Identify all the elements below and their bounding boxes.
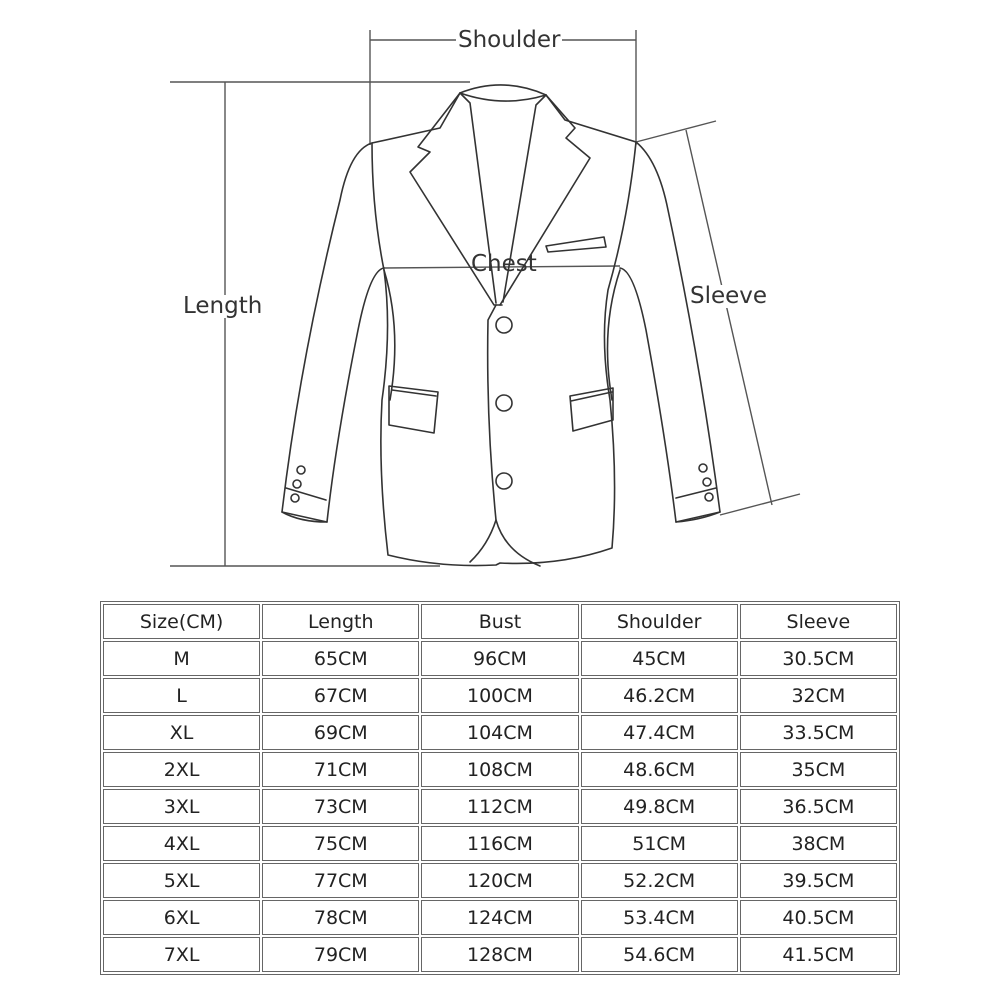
cell-length: 75CM: [262, 826, 419, 861]
length-label: Length: [183, 293, 263, 319]
cell-sleeve: 40.5CM: [740, 900, 897, 935]
cell-shoulder: 45CM: [581, 641, 738, 676]
cell-bust: 104CM: [421, 715, 578, 750]
header-sleeve: Sleeve: [740, 604, 897, 639]
cell-shoulder: 49.8CM: [581, 789, 738, 824]
cell-bust: 116CM: [421, 826, 578, 861]
table-row: [103, 678, 897, 713]
cell-length: 69CM: [262, 715, 419, 750]
header-shoulder: Shoulder: [581, 604, 738, 639]
header-bust: Bust: [421, 604, 578, 639]
jacket-button-top: [496, 317, 512, 333]
cell-size: M: [103, 641, 260, 676]
table-header-row: [103, 604, 897, 639]
cell-shoulder: 54.6CM: [581, 937, 738, 972]
cell-length: 78CM: [262, 900, 419, 935]
cell-sleeve: 39.5CM: [740, 863, 897, 898]
cell-length: 77CM: [262, 863, 419, 898]
shoulder-label: Shoulder: [458, 27, 561, 53]
cell-size: 5XL: [103, 863, 260, 898]
cell-length: 67CM: [262, 678, 419, 713]
jacket-button-middle: [496, 395, 512, 411]
cell-size: 7XL: [103, 937, 260, 972]
header-size: Size(CM): [103, 604, 260, 639]
cell-sleeve: 36.5CM: [740, 789, 897, 824]
table-row: [103, 641, 897, 676]
cell-size: XL: [103, 715, 260, 750]
jacket-button-bottom: [496, 473, 512, 489]
cell-size: L: [103, 678, 260, 713]
breast-pocket: [546, 237, 606, 252]
cell-bust: 112CM: [421, 789, 578, 824]
table-row: [103, 826, 897, 861]
cell-size: 6XL: [103, 900, 260, 935]
chest-label: Chest: [471, 251, 537, 277]
cell-sleeve: 41.5CM: [740, 937, 897, 972]
cell-length: 73CM: [262, 789, 419, 824]
table-row: [103, 900, 897, 935]
sleeve-label: Sleeve: [690, 283, 768, 309]
table-row: [103, 937, 897, 972]
cell-sleeve: 38CM: [740, 826, 897, 861]
cell-bust: 100CM: [421, 678, 578, 713]
cell-length: 71CM: [262, 752, 419, 787]
cell-shoulder: 48.6CM: [581, 752, 738, 787]
cell-shoulder: 46.2CM: [581, 678, 738, 713]
cell-size: 4XL: [103, 826, 260, 861]
cell-size: 3XL: [103, 789, 260, 824]
left-sleeve: [282, 143, 384, 522]
table-row: [103, 863, 897, 898]
right-flap-pocket: [570, 388, 613, 431]
cell-shoulder: 53.4CM: [581, 900, 738, 935]
cell-length: 65CM: [262, 641, 419, 676]
length-measure-line: [170, 82, 470, 566]
cell-bust: 128CM: [421, 937, 578, 972]
cell-bust: 124CM: [421, 900, 578, 935]
cell-sleeve: 30.5CM: [740, 641, 897, 676]
table-row: [103, 789, 897, 824]
cell-sleeve: 35CM: [740, 752, 897, 787]
left-flap-pocket: [389, 386, 438, 433]
table-row: [103, 752, 897, 787]
cell-bust: 120CM: [421, 863, 578, 898]
table-row: [103, 715, 897, 750]
size-chart-table: [100, 601, 900, 975]
cell-length: 79CM: [262, 937, 419, 972]
cell-sleeve: 33.5CM: [740, 715, 897, 750]
cell-shoulder: 52.2CM: [581, 863, 738, 898]
cell-sleeve: 32CM: [740, 678, 897, 713]
cell-bust: 96CM: [421, 641, 578, 676]
header-length: Length: [262, 604, 419, 639]
cell-size: 2XL: [103, 752, 260, 787]
cell-shoulder: 47.4CM: [581, 715, 738, 750]
cell-bust: 108CM: [421, 752, 578, 787]
cell-shoulder: 51CM: [581, 826, 738, 861]
